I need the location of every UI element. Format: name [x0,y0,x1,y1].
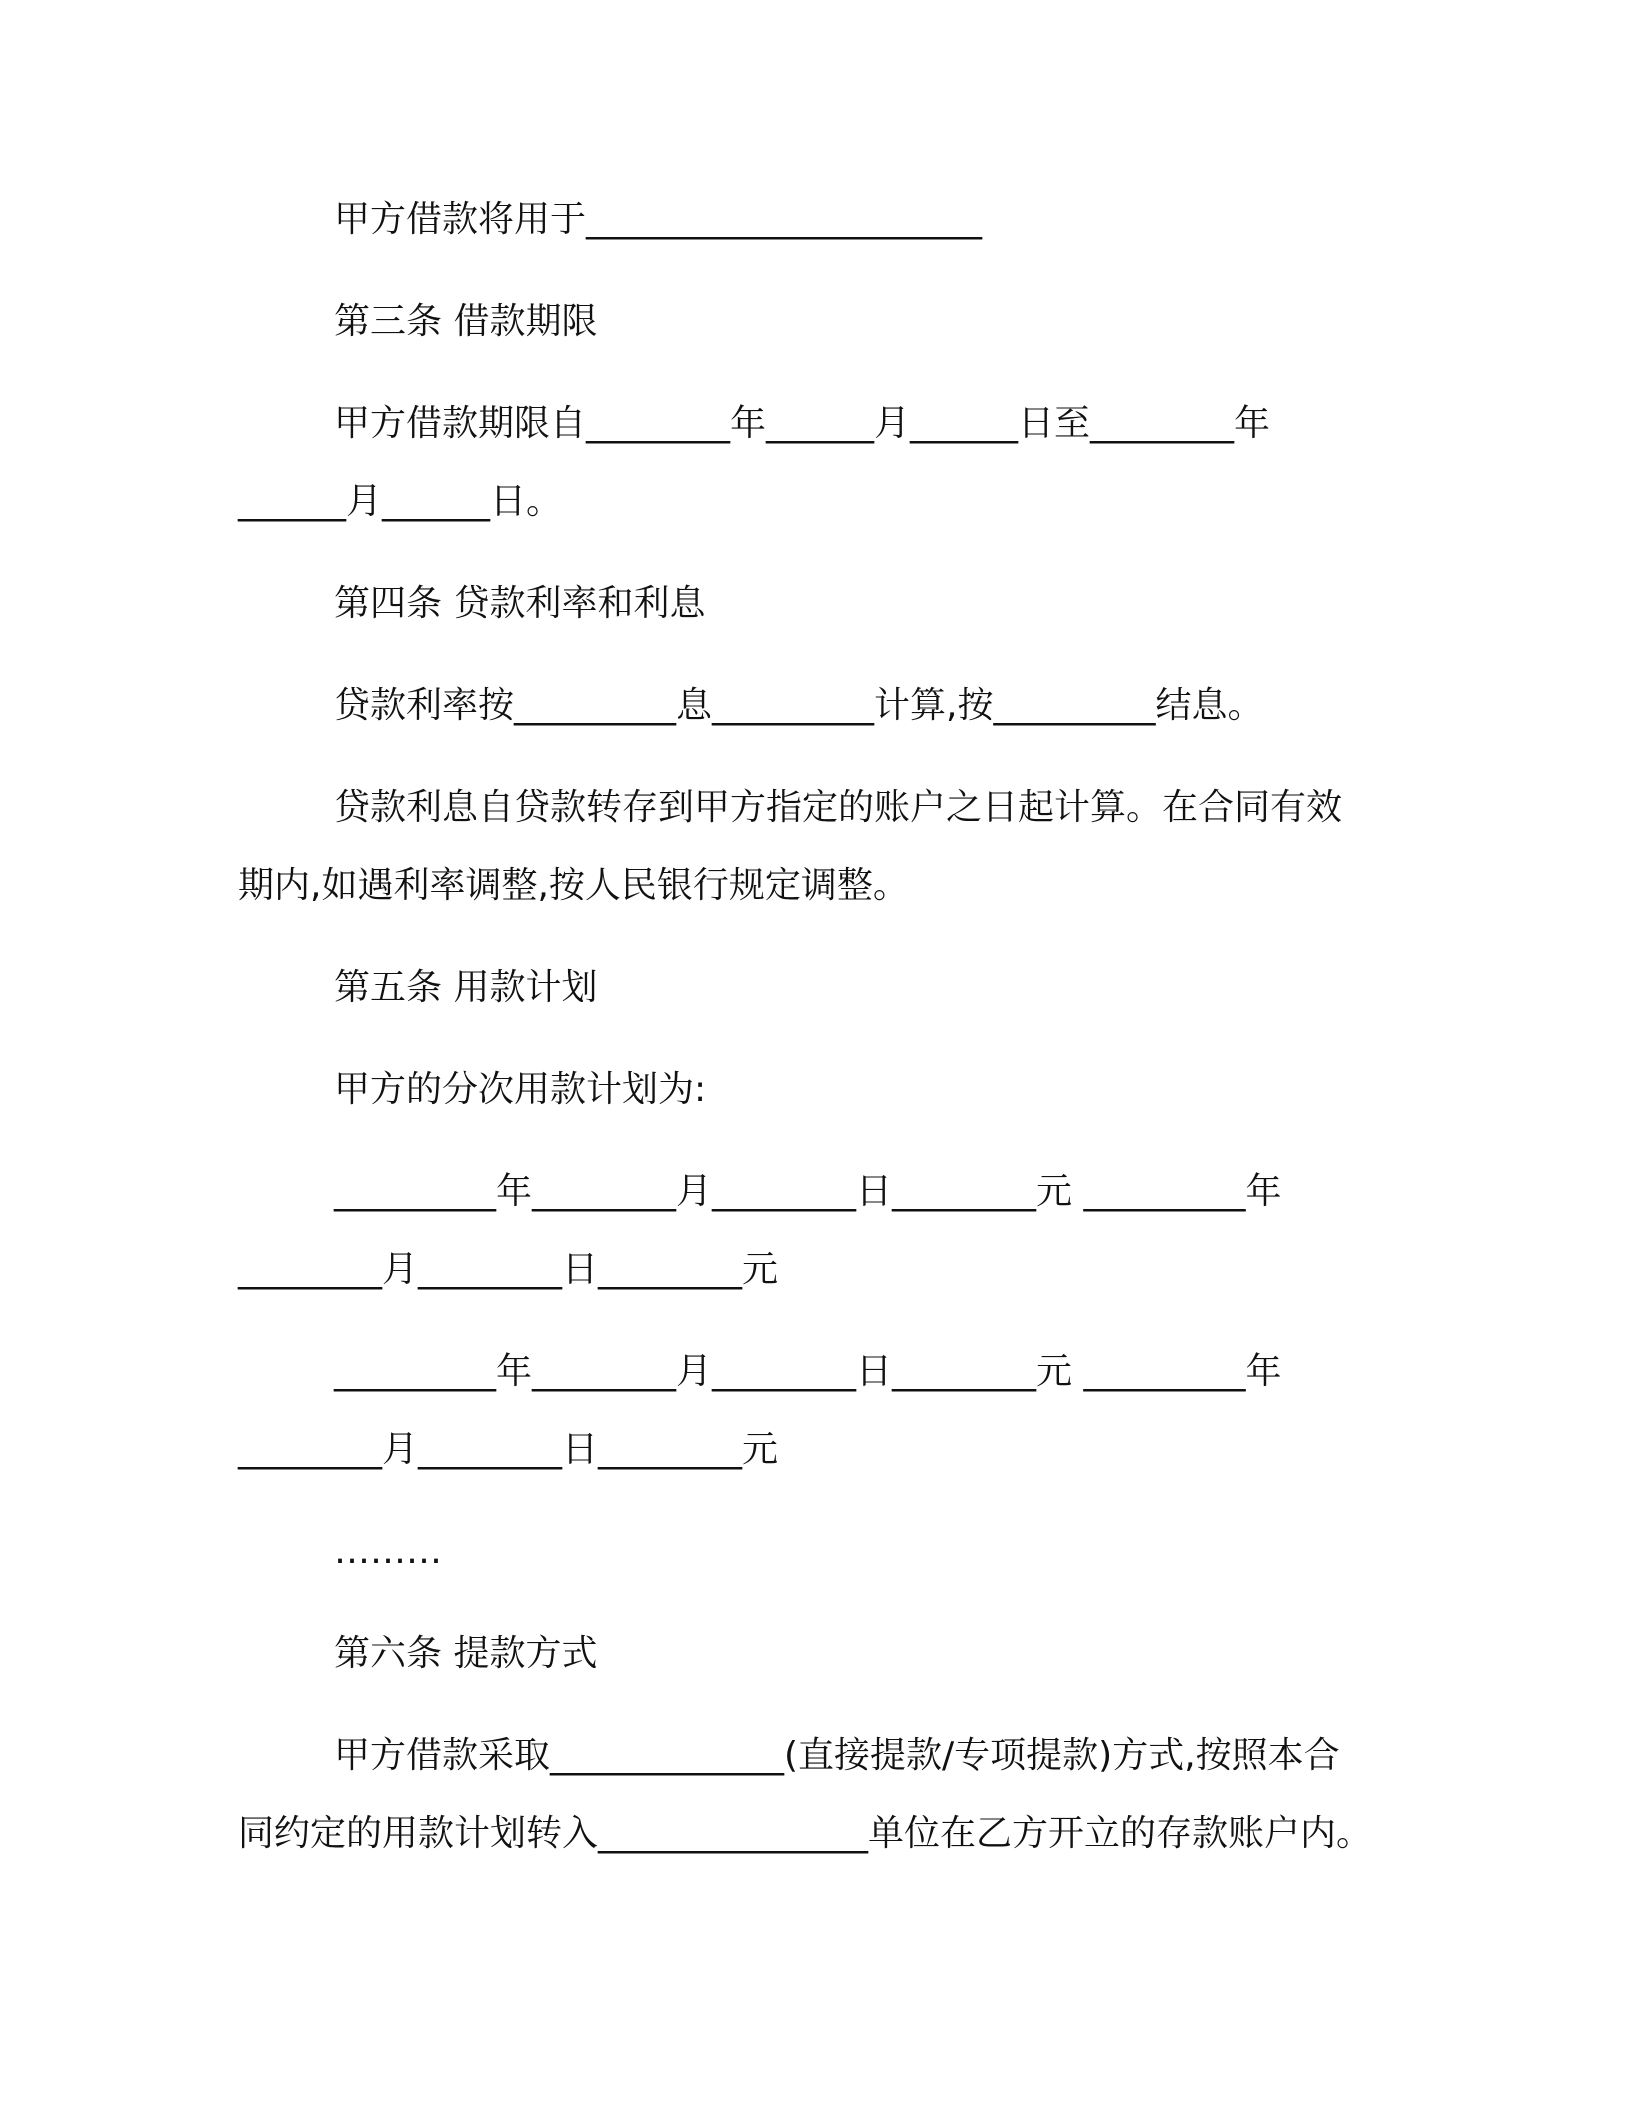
usage-plan-intro: 甲方的分次用款计划为: [334,1069,707,1110]
usage-plan-entry-1-cont: ________月________日________元 [238,1249,778,1290]
article-6-heading: 第六条 提款方式 [334,1633,598,1674]
usage-plan-entry-2-cont: ________月________日________元 [238,1429,778,1470]
article-4-heading: 第四条 贷款利率和利息 [334,583,706,624]
usage-plan-entry-2: _________年________月________日________元 _________年 [334,1351,1282,1392]
withdrawal-method-cont: 同约定的用款计划转入_______________单位在乙方开立的存款账户内。 [238,1813,1373,1854]
loan-term-line-cont: ______月______日。 [238,481,563,522]
interest-calc-line: 贷款利息自贷款转存到甲方指定的账户之日起计算。在合同有效 [334,787,1343,828]
usage-plan-entry-1: _________年________月________日________元 _________年 [334,1171,1282,1212]
article-3-heading: 第三条 借款期限 [334,301,598,342]
loan-purpose-line: 甲方借款将用于______________________ [334,199,983,240]
ellipsis: ……… [334,1531,442,1572]
article-5-heading: 第五条 用款计划 [334,967,598,1008]
loan-term-line: 甲方借款期限自________年______月______日至________年 [334,403,1271,444]
interest-calc-line-cont: 期内,如遇利率调整,按人民银行规定调整。 [238,865,909,906]
interest-rate-line: 贷款利率按_________息_________计算,按_________结息。 [334,685,1264,726]
withdrawal-method-line: 甲方借款采取_____________(直接提款/专项提款)方式,按照本合 [334,1735,1340,1776]
